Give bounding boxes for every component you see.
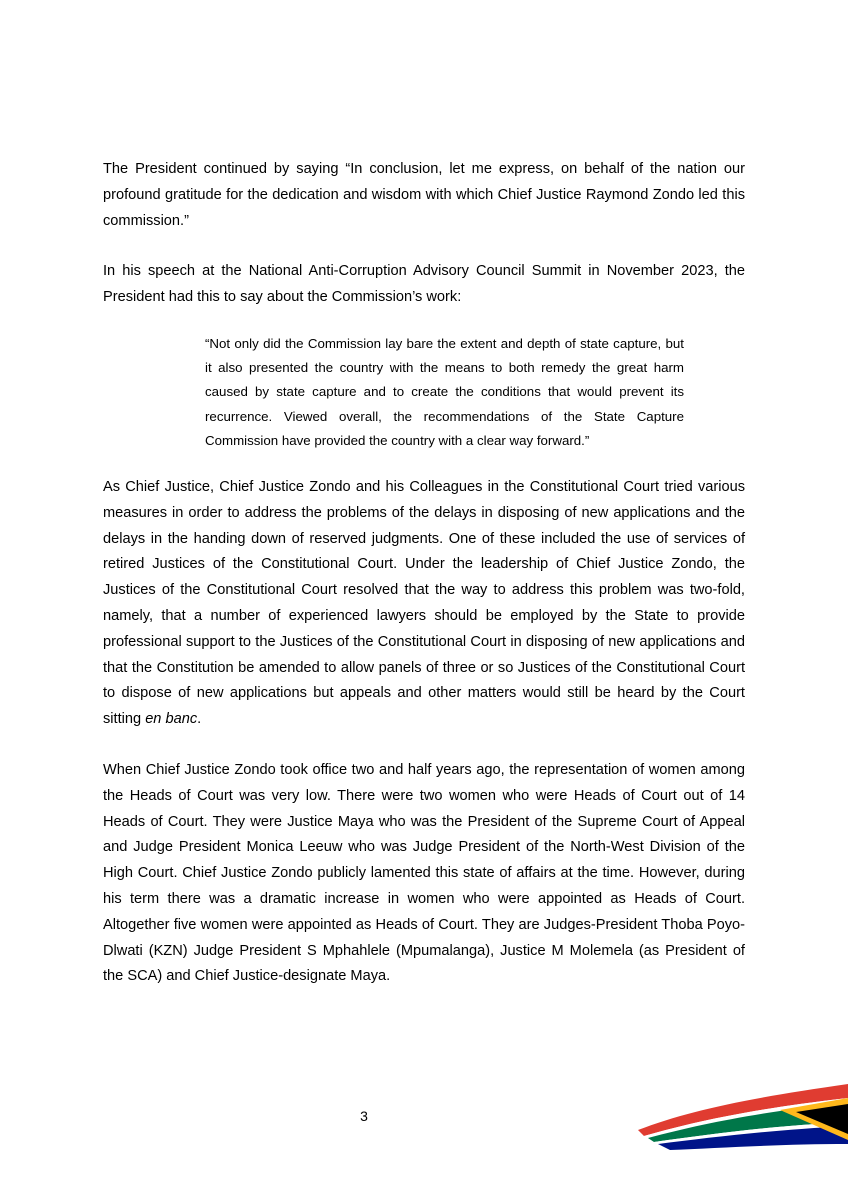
italic-term: en banc (145, 711, 198, 728)
paragraph-punctuation: . (197, 711, 202, 728)
paragraph-president-conclusion: The President continued by saying “In conclusion, let me express, on behalf of the nation our profound gratitude for the dedication and wisdom with which Chief Justice Raymond Zondo led this commission.” (103, 161, 745, 229)
page-body (103, 157, 745, 990)
paragraph-text: As Chief Justice, Chief Justice Zondo and his Colleagues in the Constitutional Court tried various measures in order to address the problems of the delays in disposing of new applications and the delays in the handing down of reserved judgments. One of these included the use of services of retired Justices of the Constitutional Court. Under the leadership of Chief Justice Zondo, the Justices of the Constitutional Court resolved that the way to address this problem was two-fold, namely, that a number of experienced lawyers should be employed by the State to provide professional support to the Justices of the Constitutional Court in disposing of new applications and that the Constitution be amended to allow panels of three or so Justices of the Constitutional Court to dispose of new applications but appeals and other matters would still be heard by the Court sitting (103, 479, 745, 728)
paragraph-constitutional-court (103, 475, 745, 733)
paragraph-summit-speech: In his speech at the National Anti-Corruption Advisory Council Summit in November 2023, the President had this to say about the Commission’s work: (103, 263, 745, 306)
page-number: 3 (360, 1108, 368, 1124)
paragraph-women-heads-of-court: When Chief Justice Zondo took office two and half years ago, the representation of women among the Heads of Court was very low. There were two women who were Heads of Court out of 14 Heads of Court. They were Justice Maya who was the President of the Supreme Court of Appeal and Judge President Monica Leeuw who was Judge President of the North-West Division of the High Court. Chief Justice Zondo publicly lamented this state of affairs at the time. However, during his term there was a dramatic increase in women who were appointed as Heads of Court. Altogether five women were appointed as Heads of Court. They are Judges-President Thoba Poyo-Dlwati (KZN) Judge President S Mphahlele (Mpumalanga), Justice M Molemela (as President of the SCA) and Chief Justice-designate Maya. (103, 761, 745, 985)
flag-swoosh-icon (630, 1080, 848, 1160)
block-quote: “Not only did the Commission lay bare the extent and depth of state capture, but it also presented the country with the means to both remedy the great harm caused by state capture and to create the conditions that would prevent its recurrence. Viewed overall, the recommendations of the State Capture Commission have provided the country with a clear way forward.” (205, 335, 684, 448)
